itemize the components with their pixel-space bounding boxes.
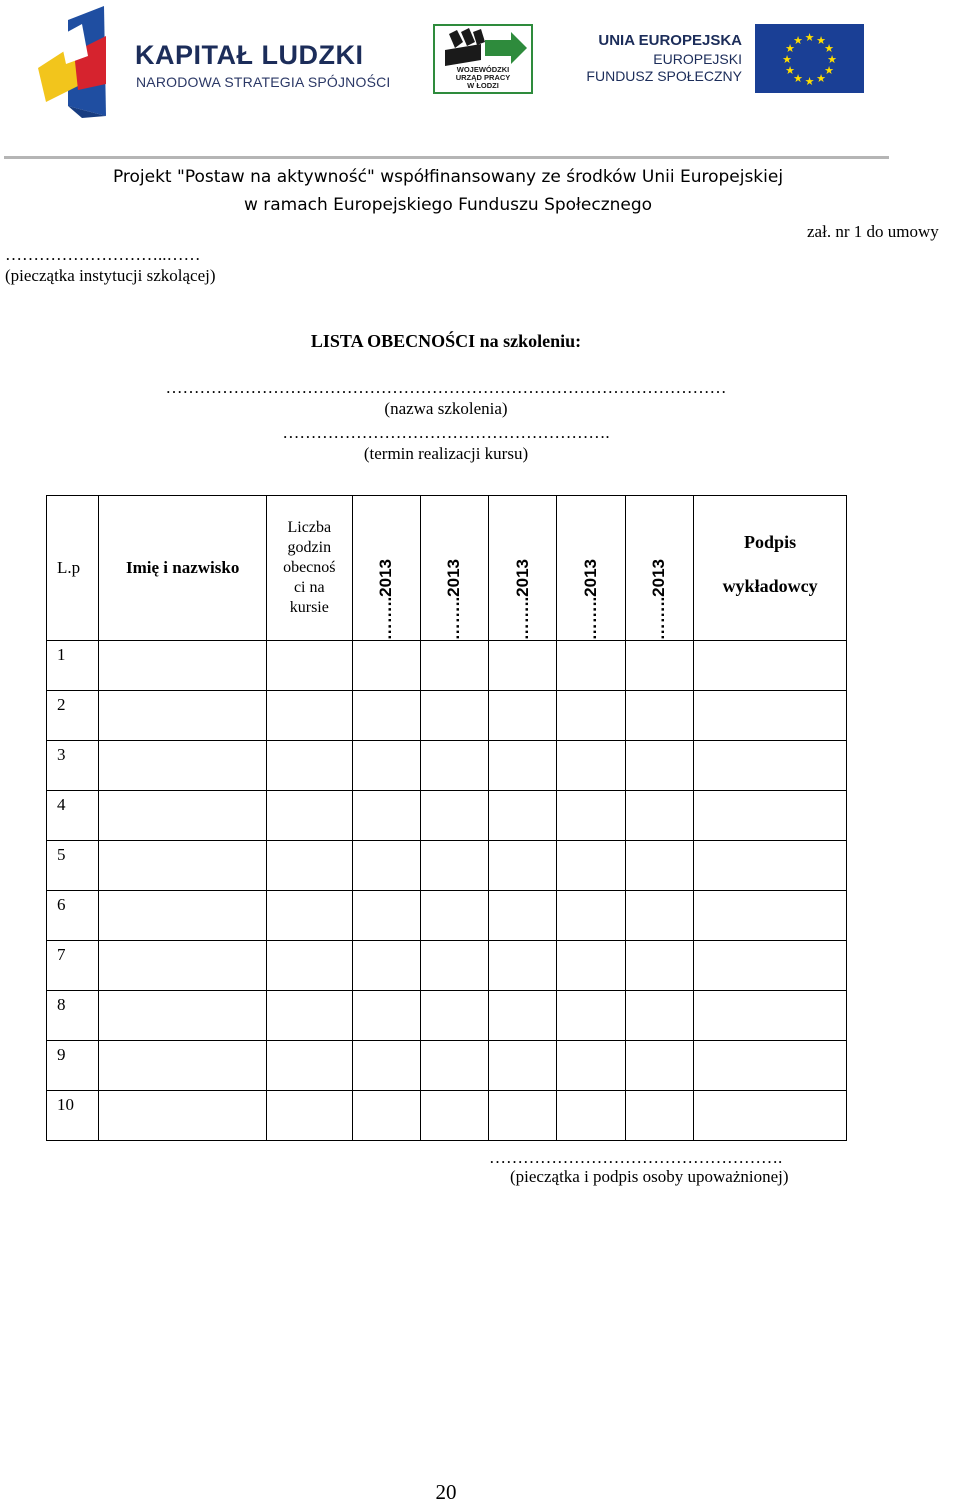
svg-text:★: ★	[827, 53, 837, 66]
date-cell-4	[557, 891, 625, 941]
header-hours-line: Liczba	[287, 519, 332, 536]
header-signature	[694, 496, 847, 641]
institution-stamp-dots: ………………………..……	[5, 245, 201, 264]
header-hours-line: obecnoś	[283, 559, 336, 576]
name-cell	[99, 1041, 267, 1091]
date-cell-1	[352, 791, 420, 841]
date-cell-5	[625, 691, 693, 741]
table-row	[47, 1091, 847, 1141]
kapital-ludzki-emblem-icon	[38, 6, 118, 118]
table-row	[47, 691, 847, 741]
header-hours-line: kursie	[289, 599, 329, 616]
date-cell-3	[489, 641, 557, 691]
training-name-dots: ………………………………………………………………………………………	[165, 378, 727, 397]
date-cell-1	[352, 841, 420, 891]
ue-line2: EUROPEJSKI	[653, 51, 742, 67]
date-cell-4	[557, 1091, 625, 1141]
date-cell-4	[557, 841, 625, 891]
signature-cell	[694, 941, 847, 991]
row-number: 5	[47, 841, 99, 891]
page-number: 20	[435, 1480, 457, 1504]
row-number: 8	[47, 991, 99, 1041]
date-cell-2	[420, 991, 488, 1041]
wup-line3: W ŁODZI	[467, 81, 499, 90]
training-date-dots: ………………………………………………….	[282, 423, 610, 442]
signature-cell	[694, 891, 847, 941]
date-cell-2	[420, 1041, 488, 1091]
row-number: 6	[47, 891, 99, 941]
row-number: 7	[47, 941, 99, 991]
signature-label: (pieczątka i podpis osoby upoważnionej)	[510, 1167, 789, 1186]
ue-line3: FUNDUSZ SPOŁECZNY	[586, 68, 742, 84]
date-cell-5	[625, 941, 693, 991]
date-cell-1	[352, 891, 420, 941]
row-number: 3	[47, 741, 99, 791]
date-cell-3	[489, 991, 557, 1041]
date-cell-1	[352, 641, 420, 691]
svg-text:★: ★	[785, 42, 795, 55]
date-cell-1	[352, 1041, 420, 1091]
annex-label: zał. nr 1 do umowy	[807, 222, 939, 241]
date-label: ……..2013	[444, 558, 464, 640]
row-number: 10	[47, 1091, 99, 1141]
header-divider	[4, 156, 889, 159]
name-cell	[99, 691, 267, 741]
header-hours-line: ci na	[293, 579, 325, 596]
date-cell-3	[489, 791, 557, 841]
hours-cell	[267, 1091, 352, 1141]
date-label: ……..2013	[581, 558, 601, 640]
kapital-ludzki-subtitle: NARODOWA STRATEGIA SPÓJNOŚCI	[136, 74, 391, 90]
svg-text:★: ★	[782, 53, 792, 66]
row-number: 4	[47, 791, 99, 841]
date-cell-3	[489, 741, 557, 791]
hours-cell	[267, 891, 352, 941]
project-line-2: w ramach Europejskiego Funduszu Społecznego	[243, 195, 653, 215]
hours-cell	[267, 691, 352, 741]
date-cell-1	[352, 1091, 420, 1141]
name-cell	[99, 891, 267, 941]
svg-text:★: ★	[816, 34, 826, 47]
date-cell-5	[625, 991, 693, 1041]
table-header-row	[47, 496, 847, 641]
date-cell-2	[420, 691, 488, 741]
svg-text:★: ★	[824, 42, 834, 55]
header-date-5	[625, 496, 693, 641]
signature-cell	[694, 991, 847, 1041]
name-cell	[99, 791, 267, 841]
svg-text:★: ★	[804, 31, 815, 44]
hours-cell	[267, 1041, 352, 1091]
attendance-title: LISTA OBECNOŚCI na szkoleniu:	[310, 331, 582, 351]
table-row	[47, 941, 847, 991]
date-cell-2	[420, 641, 488, 691]
header-date-2	[420, 496, 488, 641]
date-cell-5	[625, 841, 693, 891]
date-cell-3	[489, 691, 557, 741]
date-cell-4	[557, 991, 625, 1041]
hours-cell	[267, 741, 352, 791]
institution-stamp-label: (pieczątka instytucji szkolącej)	[5, 266, 216, 285]
signature-cell	[694, 741, 847, 791]
header-date-4	[557, 496, 625, 641]
date-cell-1	[352, 991, 420, 1041]
date-label: ……..2013	[376, 558, 396, 640]
date-cell-5	[625, 1041, 693, 1091]
signature-cell	[694, 791, 847, 841]
svg-text:★: ★	[793, 72, 803, 85]
table-row	[47, 791, 847, 841]
table-row	[47, 1041, 847, 1091]
row-number: 9	[47, 1041, 99, 1091]
svg-text:★: ★	[793, 34, 803, 47]
date-cell-4	[557, 741, 625, 791]
table-row	[47, 991, 847, 1041]
date-cell-2	[420, 791, 488, 841]
date-cell-3	[489, 891, 557, 941]
name-cell	[99, 641, 267, 691]
name-cell	[99, 741, 267, 791]
hours-cell	[267, 791, 352, 841]
date-label: ……..2013	[649, 558, 669, 640]
date-cell-4	[557, 691, 625, 741]
date-cell-2	[420, 941, 488, 991]
svg-text:★: ★	[804, 75, 815, 88]
date-cell-4	[557, 791, 625, 841]
training-name-label: (nazwa szkolenia)	[384, 399, 508, 418]
date-cell-5	[625, 1091, 693, 1141]
date-cell-4	[557, 941, 625, 991]
wup-arrow-icon	[435, 26, 531, 70]
table-row	[47, 641, 847, 691]
project-line-1: Projekt "Postaw na aktywność" współfinansowany ze środków Unii Europejskiej	[112, 167, 784, 187]
wup-lodz-text	[437, 66, 529, 90]
date-cell-2	[420, 891, 488, 941]
signature-cell	[694, 1041, 847, 1091]
table-row	[47, 891, 847, 941]
row-number: 1	[47, 641, 99, 691]
header-date-1	[352, 496, 420, 641]
training-date-label: (termin realizacji kursu)	[363, 444, 529, 463]
signature-dots: …………………………………………….	[489, 1148, 783, 1167]
date-cell-4	[557, 641, 625, 691]
header-hours	[267, 496, 352, 641]
header-lp: L.p	[47, 496, 99, 641]
date-cell-1	[352, 691, 420, 741]
svg-text:★: ★	[816, 72, 826, 85]
header-hours-line: godzin	[287, 539, 332, 556]
table-row	[47, 741, 847, 791]
date-cell-3	[489, 941, 557, 991]
wup-line1: WOJEWÓDZKI	[456, 65, 510, 74]
header-date-3	[489, 496, 557, 641]
header-signature-line1: Podpis	[744, 532, 797, 552]
signature-cell	[694, 841, 847, 891]
header-signature-line2: wykładowcy	[722, 576, 818, 596]
date-cell-2	[420, 1091, 488, 1141]
name-cell	[99, 991, 267, 1041]
eu-flag	[755, 24, 864, 93]
date-cell-3	[489, 841, 557, 891]
date-cell-1	[352, 941, 420, 991]
kapital-ludzki-title: KAPITAŁ LUDZKI	[135, 40, 364, 70]
date-cell-3	[489, 1041, 557, 1091]
attendance-table	[46, 495, 847, 1141]
date-cell-2	[420, 741, 488, 791]
signature-cell	[694, 691, 847, 741]
wup-line2: URZĄD PRACY	[455, 73, 511, 82]
name-cell	[99, 941, 267, 991]
svg-text:★: ★	[785, 64, 795, 77]
ue-line1: UNIA EUROPEJSKA	[598, 32, 742, 49]
date-cell-5	[625, 791, 693, 841]
row-number: 2	[47, 691, 99, 741]
eu-stars-icon	[755, 24, 864, 93]
hours-cell	[267, 941, 352, 991]
date-cell-3	[489, 1091, 557, 1141]
date-cell-1	[352, 741, 420, 791]
date-cell-2	[420, 841, 488, 891]
date-cell-5	[625, 741, 693, 791]
date-label: ……..2013	[512, 558, 532, 640]
date-cell-5	[625, 641, 693, 691]
name-cell	[99, 1091, 267, 1141]
attendance-table-body	[47, 641, 847, 1141]
date-cell-4	[557, 1041, 625, 1091]
signature-cell	[694, 641, 847, 691]
table-row	[47, 841, 847, 891]
signature-cell	[694, 1091, 847, 1141]
date-cell-5	[625, 891, 693, 941]
name-cell	[99, 841, 267, 891]
hours-cell	[267, 641, 352, 691]
hours-cell	[267, 991, 352, 1041]
header-name: Imię i nazwisko	[99, 496, 267, 641]
hours-cell	[267, 841, 352, 891]
svg-text:★: ★	[824, 64, 834, 77]
